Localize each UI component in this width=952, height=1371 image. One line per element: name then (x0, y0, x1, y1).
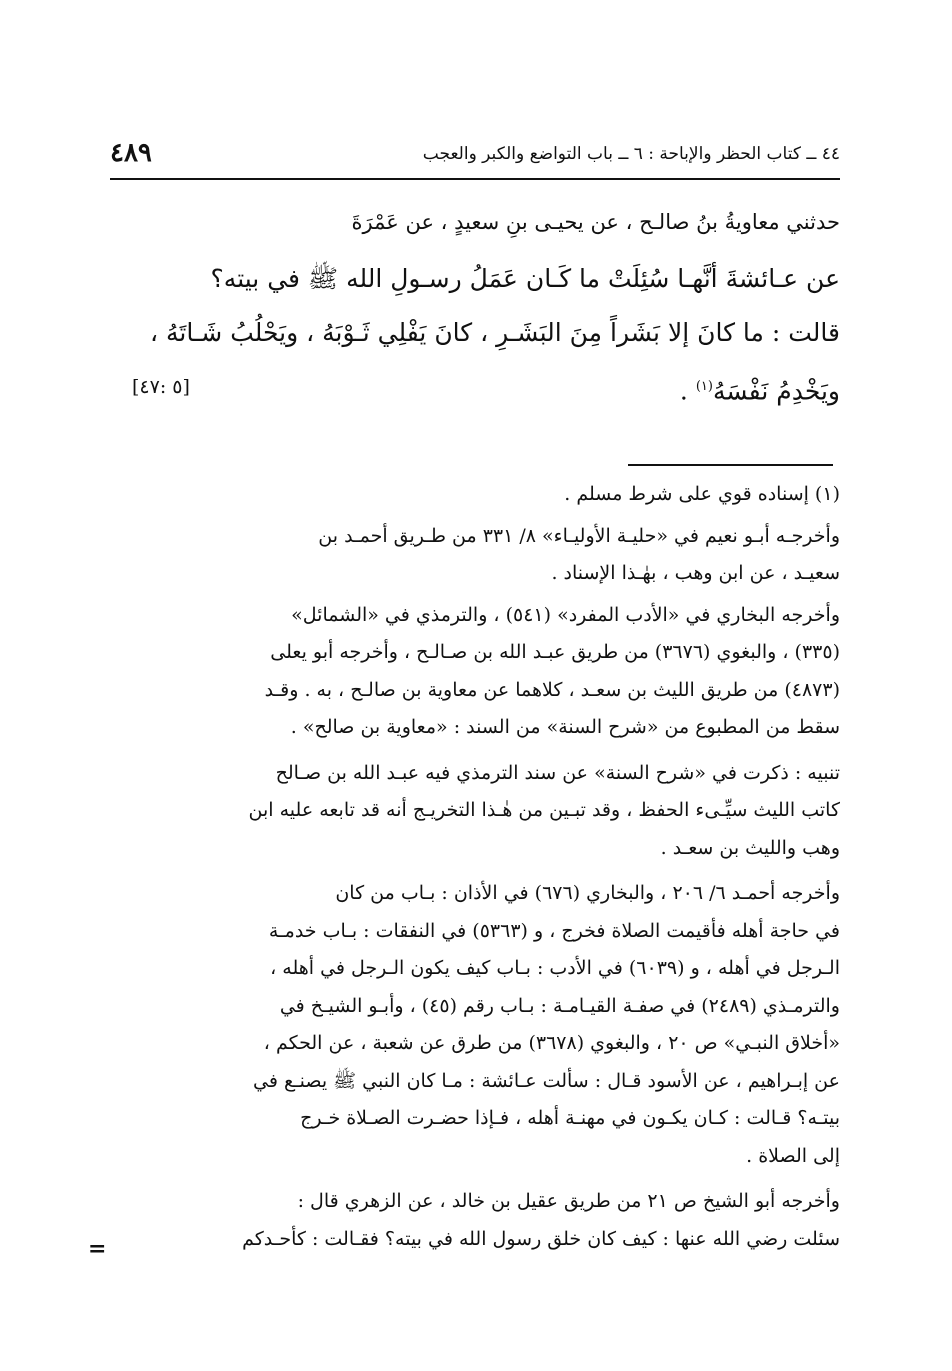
footnote-line: وهب والليث بن سعـد . (660, 836, 840, 859)
running-head: ٤٤ ــ كتاب الحظر والإباحة : ٦ ــ باب التواضع والكبر والعجب (422, 144, 840, 164)
footnote-paragraph (120, 476, 840, 514)
footnote-rule (628, 464, 833, 466)
footnote-line: وأخرجه البخاري في «الأدب المفرد» (٥٤١) ، والترمذي في «الشمائل» (291, 603, 840, 626)
footnote-line: سعيـد ، عن ابن وهب ، بهٰـذا الإسناد . (551, 562, 840, 584)
footnote-line: (١) إسناده قوي على شرط مسلم . (564, 483, 840, 505)
footnote-line: «أخلاق النبـي» ص ٢٠ ، والبغوي (٣٦٧٨) من طرق عن شعبة ، عن الحكم ، (263, 1032, 840, 1054)
hadith-last-line (120, 360, 840, 414)
footnotes (120, 476, 840, 1262)
footnote-line: كاتب الليث سيِّـىء الحفظ ، وقد تبـين من هٰـذا التخريـج أنه قد تابعه عليه ابن (248, 799, 840, 821)
footnote-line: الـرجل في أهله ، و (٦٠٣٩) في الأدب : بـاب كيف يكون الـرجل في أهله ، (270, 957, 840, 979)
footnote-line: في حاجة أهله فأقيمت الصلاة فخرج ، و (٥٣٦٣) في النفقات : بـاب خدمـة (268, 919, 840, 942)
footnote-line: وأخرجه أبو الشيخ ص ٢١ من طريق عقيل بن خالد ، عن الزهري قال : (297, 1190, 840, 1212)
hadith-end: ويَخْدِمُ نَفْسَهُ$^{(١)}$ . (679, 376, 840, 406)
footnote-line: وأخرجه أحمـد ٦/ ٢٠٦ ، والبخاري (٦٧٦) في الأذان : بـاب من كان (335, 882, 840, 904)
continuation-mark: = (88, 1236, 107, 1262)
footnote-paragraph (120, 518, 840, 593)
page-header (110, 138, 840, 172)
footnote-line: إلى الصلاة . (746, 1144, 840, 1167)
footnote-line: والترمـذي (٢٤٨٩) في صفـة القيـامـة : بـاب رقم (٤٥) ، وأبـو الشيـخ في (279, 994, 840, 1017)
footnote-line: عن إبـراهيم ، عن الأسود قـال : سألت عـائشة : مـا كان النبي ﷺ يصنـع في (253, 1069, 840, 1092)
hadith-reference: [٥ :٤٧] (132, 376, 190, 398)
page-number: ٤٨٩ (110, 138, 152, 168)
header-rule (110, 178, 840, 180)
hadith-line: عن عـائشةَ أنَّهـا سُئِلَتْ ما كَـان عَمَلُ رسـولِ الله ﷺ في بيته؟ (210, 264, 840, 293)
hadith-text (120, 198, 840, 414)
footnote-line: بيتـه؟ قـالت : كـان يكـون في مهنـة أهله ، فـإذا حضـرت الصـلاة خـرج (300, 1107, 840, 1129)
footnote-line: سئلت رضي الله عنها : كيف كان خلق رسول الله في بيته؟ فقـالت : كأحـدكم (242, 1227, 840, 1250)
footnote-marker: (١) (695, 379, 713, 394)
footnote-paragraph (120, 755, 840, 868)
footnote-line: (٣٣٥) ، والبغوي (٣٦٧٦) من طريق عبـد الله بن صـالـح ، وأخرجه أبو يعلى (270, 641, 840, 663)
footnote-line: وأخرجـه أبـو نعيم في «حليـة الأوليـاء» ٨/ ٣٣١ من طـريق أحمـد بن (318, 524, 840, 547)
hadith-end-text: ويَخْدِمُ نَفْسَهُ (712, 376, 840, 406)
isnad-chain: حدثني معاويةُ بنُ صالـح ، عن يحيـى بنِ سعيدٍ ، عن عَمْرَةَ (351, 210, 840, 234)
footnote-line: سقط من المطبوع من «شرح السنة» من السند : «معاوية بن صالح» . (290, 716, 840, 738)
hadith-line: قالت : ما كانَ إلا بَشَراً مِنَ البَشَـرِ ، كانَ يَفْلِي ثَـوْبَهُ ، ويَحْلُبُ شَـاتَهُ ، (149, 318, 840, 347)
footnote-line: (٤٨٧٣) من طريق الليث بن سعـد ، كلاهما عن معاوية بن صالـح ، به . وقـد (264, 678, 840, 701)
hadith-matn (120, 252, 840, 414)
footnote-paragraph (120, 597, 840, 747)
footnote-paragraph (120, 875, 840, 1175)
footnote-line: تنبيه : ذكرت في «شرح السنة» عن سند الترمذي فيه عبـد الله بن صـالح (275, 761, 840, 784)
footnote-paragraph (120, 1183, 840, 1258)
